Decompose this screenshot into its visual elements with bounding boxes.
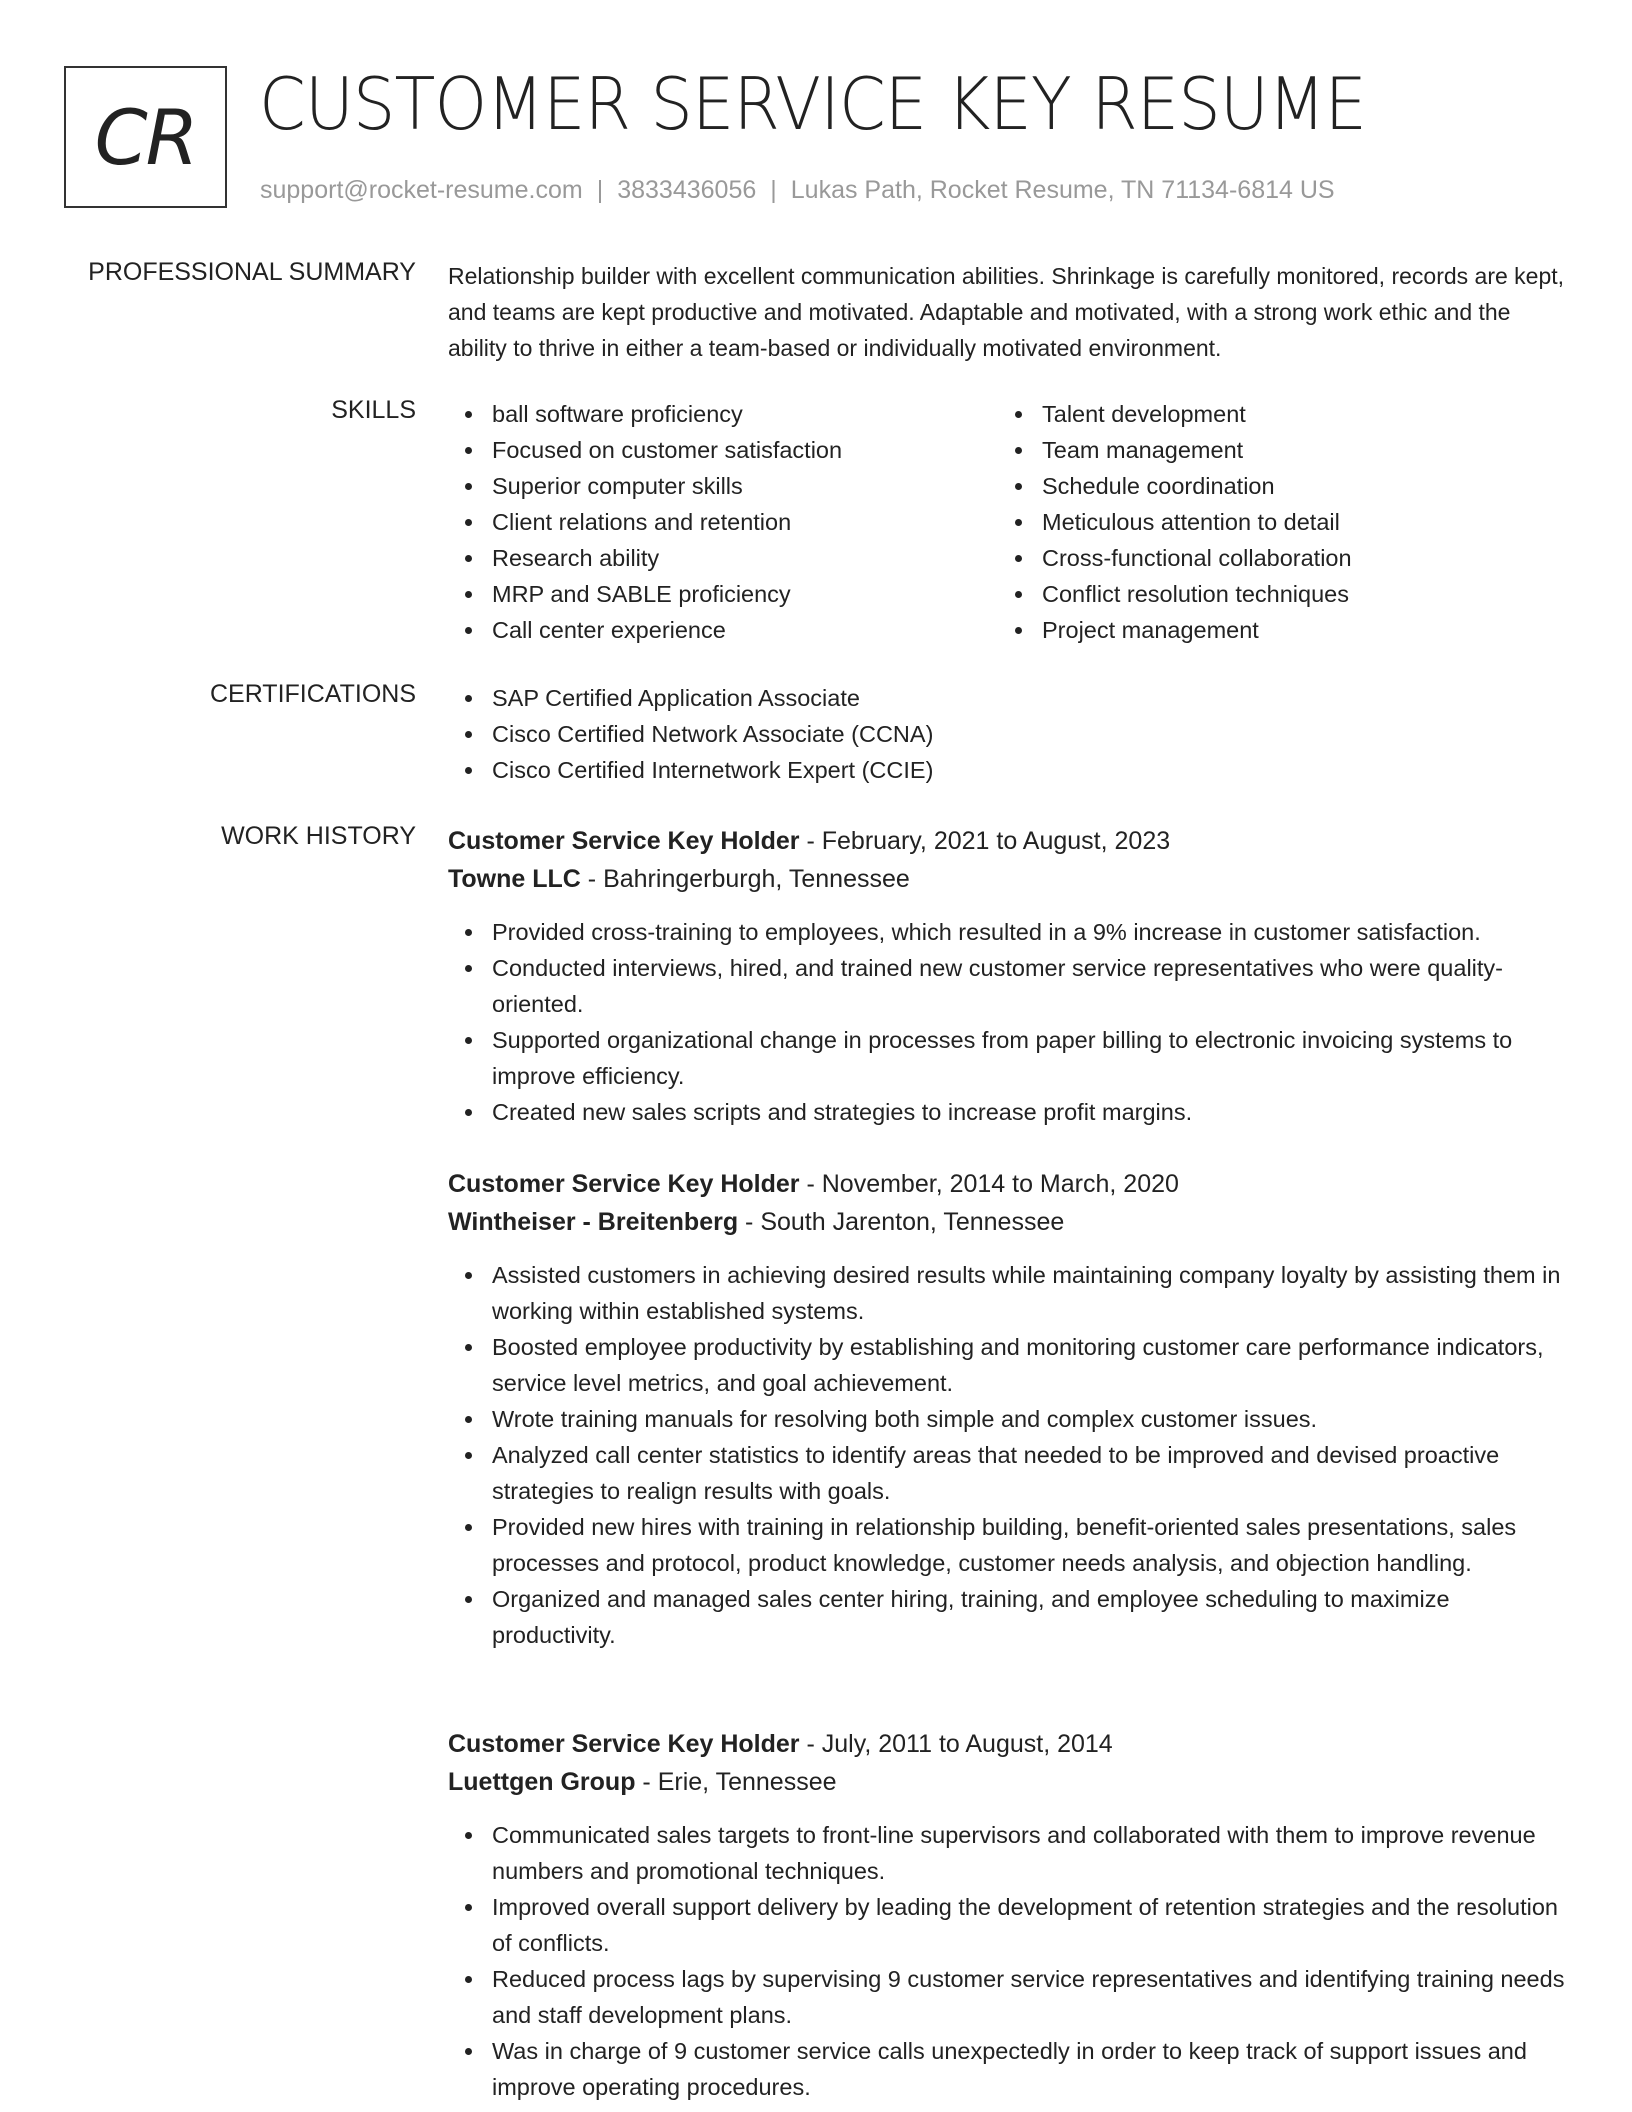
contact-phone[interactable]: 3833436056 xyxy=(617,176,757,204)
job-duty: Provided cross-training to employees, which resulted in a 9% increase in customer satisfaction. xyxy=(448,914,1568,950)
contact-line xyxy=(260,176,1335,205)
job-title-line xyxy=(448,1725,1568,1763)
skill-item: Project management xyxy=(998,612,1548,648)
work-history-heading: WORK HISTORY xyxy=(221,822,416,850)
skill-item: Superior computer skills xyxy=(448,468,998,504)
skill-item: Team management xyxy=(998,432,1548,468)
contact-separator: | xyxy=(596,176,604,204)
job-role: Customer Service Key Holder xyxy=(448,1730,800,1758)
skill-item: Client relations and retention xyxy=(448,504,998,540)
job-duty: Assisted customers in achieving desired results while maintaining company loyalty by assisting them in working within established systems. xyxy=(448,1257,1568,1329)
skill-item: Conflict resolution techniques xyxy=(998,576,1548,612)
job-entry xyxy=(448,1725,1568,2105)
job-entry xyxy=(448,1165,1568,1653)
certification-item: Cisco Certified Network Associate (CCNA) xyxy=(448,716,1568,752)
job-entry xyxy=(448,822,1568,1130)
skill-item: Focused on customer satisfaction xyxy=(448,432,998,468)
certification-item: SAP Certified Application Associate xyxy=(448,680,1568,716)
job-location: - Erie, Tennessee xyxy=(635,1768,837,1796)
resume-title: CUSTOMER SERVICE KEY RESUME xyxy=(259,62,1367,146)
certifications-list xyxy=(448,680,1568,788)
job-location: - South Jarenton, Tennessee xyxy=(738,1208,1065,1236)
summary-text: Relationship builder with excellent communication abilities. Shrinkage is carefully monitored, records are kept, and teams are kept productive and motivated. Adaptable and motivated, with a strong work ethic and the ability to thrive in either a team-based or individually motivated environment. xyxy=(448,263,1565,361)
job-company-line xyxy=(448,860,1568,898)
job-duty: Improved overall support delivery by leading the development of retention strategies and the resolution of conflicts. xyxy=(448,1889,1568,1961)
contact-address: Lukas Path, Rocket Resume, TN 71134-6814 US xyxy=(790,176,1335,204)
job-duty: Wrote training manuals for resolving both simple and complex customer issues. xyxy=(448,1401,1568,1437)
job-duty: Analyzed call center statistics to identify areas that needed to be improved and devised proactive strategies to realign results with goals. xyxy=(448,1437,1568,1509)
job-duties-list xyxy=(448,1257,1568,1653)
resume-header xyxy=(64,62,1564,211)
summary-heading: PROFESSIONAL SUMMARY xyxy=(88,258,416,286)
skills-list-right xyxy=(998,396,1548,648)
job-duty: Boosted employee productivity by establishing and monitoring customer care performance indicators, service level metrics, and goal achievement. xyxy=(448,1329,1568,1401)
skill-item: Call center experience xyxy=(448,612,998,648)
skill-item: Research ability xyxy=(448,540,998,576)
job-duties-list xyxy=(448,914,1568,1130)
job-duty: Was in charge of 9 customer service calls unexpectedly in order to keep track of support issues and improve operating procedures. xyxy=(448,2033,1568,2105)
skill-item: Schedule coordination xyxy=(998,468,1548,504)
job-role: Customer Service Key Holder xyxy=(448,827,800,855)
job-company-line xyxy=(448,1763,1568,1801)
job-duty: Supported organizational change in processes from paper billing to electronic invoicing systems to improve efficiency. xyxy=(448,1022,1568,1094)
job-dates: - July, 2011 to August, 2014 xyxy=(799,1730,1113,1758)
skill-item: Talent development xyxy=(998,396,1548,432)
job-company: Wintheiser - Breitenberg xyxy=(448,1208,739,1236)
skills-list-left xyxy=(448,396,998,648)
skill-item: MRP and SABLE proficiency xyxy=(448,576,998,612)
job-duty: Provided new hires with training in relationship building, benefit-oriented sales presentations, sales processes and protocol, product knowledge, customer needs analysis, and objection handling. xyxy=(448,1509,1568,1581)
job-duty: Created new sales scripts and strategies to increase profit margins. xyxy=(448,1094,1568,1130)
job-company-line xyxy=(448,1203,1568,1241)
job-role: Customer Service Key Holder xyxy=(448,1170,800,1198)
job-company: Towne LLC xyxy=(448,865,581,893)
skill-item: ball software proficiency xyxy=(448,396,998,432)
certification-item: Cisco Certified Internetwork Expert (CCIE) xyxy=(448,752,1568,788)
job-dates: - November, 2014 to March, 2020 xyxy=(799,1170,1179,1198)
job-duties-list xyxy=(448,1817,1568,2105)
job-company: Luettgen Group xyxy=(448,1768,636,1796)
skill-item: Cross-functional collaboration xyxy=(998,540,1548,576)
monogram-initials: CR xyxy=(94,92,197,182)
job-duty: Reduced process lags by supervising 9 customer service representatives and identifying training needs and staff development plans. xyxy=(448,1961,1568,2033)
certifications-heading: CERTIFICATIONS xyxy=(209,680,416,708)
contact-email[interactable]: support@rocket-resume.com xyxy=(260,176,583,204)
job-title-line xyxy=(448,822,1568,860)
job-duty: Communicated sales targets to front-line supervisors and collaborated with them to improve revenue numbers and promotional techniques. xyxy=(448,1817,1568,1889)
job-title-line xyxy=(448,1165,1568,1203)
job-duty: Conducted interviews, hired, and trained new customer service representatives who were quality-oriented. xyxy=(448,950,1568,1022)
job-duty: Organized and managed sales center hiring, training, and employee scheduling to maximize productivity. xyxy=(448,1581,1568,1653)
skills-heading: SKILLS xyxy=(331,396,416,424)
contact-separator: | xyxy=(770,176,777,204)
job-location: - Bahringerburgh, Tennessee xyxy=(580,865,910,893)
monogram-box xyxy=(64,66,227,208)
job-dates: - February, 2021 to August, 2023 xyxy=(799,827,1171,855)
skill-item: Meticulous attention to detail xyxy=(998,504,1548,540)
